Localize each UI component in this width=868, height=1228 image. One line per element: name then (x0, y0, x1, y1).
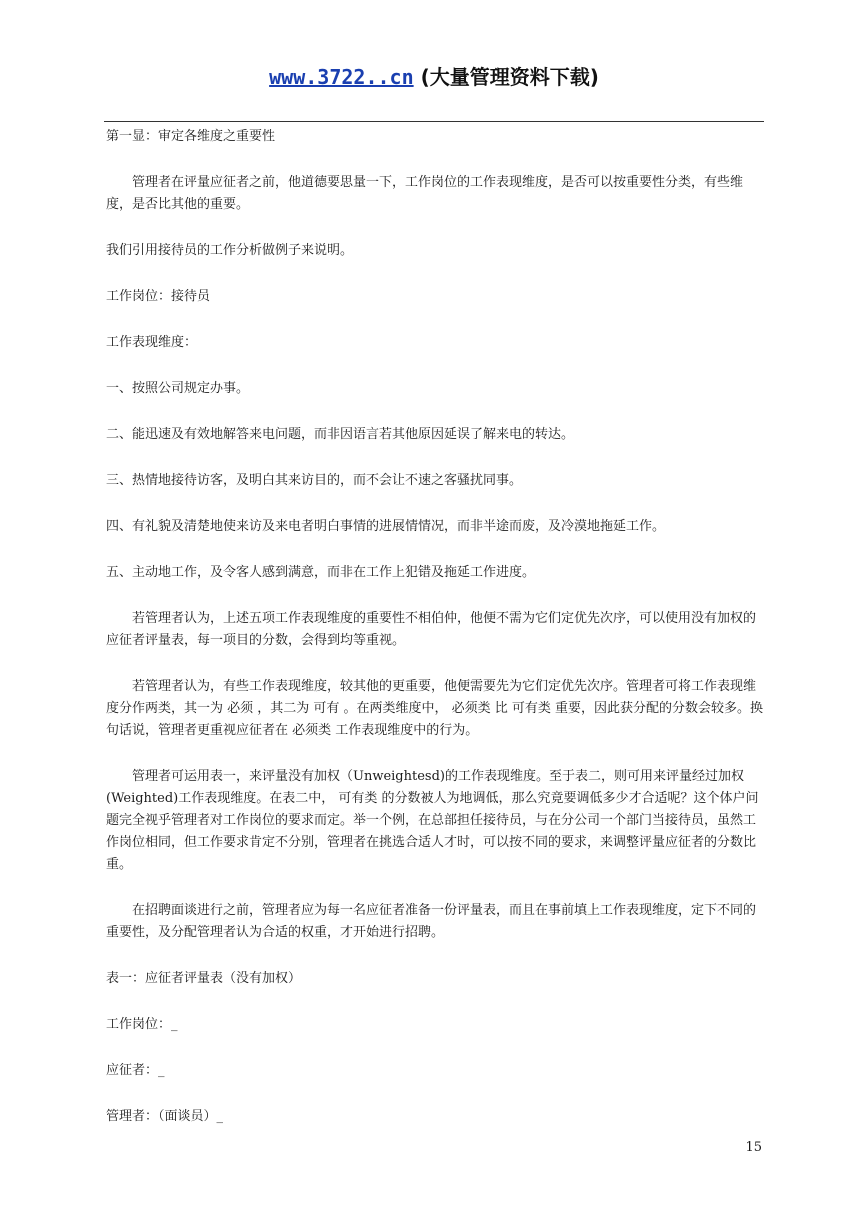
header-rule (104, 121, 764, 122)
table-title: 表一：应征者评量表（没有加权） (106, 971, 302, 986)
dimension-item: 一、按照公司规定办事。 (106, 381, 250, 396)
job-position-line: 工作岗位：接待员 (106, 289, 211, 304)
page-header (0, 62, 868, 92)
form-field-interviewer: 管理者：（面谈员）_ (106, 1109, 224, 1124)
paragraph-tables: 管理者可运用表一，来评量没有加权（Unweightesd)的工作表现维度。至于表二，则可用来评量经过加权(Weighted)工作表现维度。在表二中， 可有类 的分数被人为地调低，那么究竟要调低多少才合适呢？这个体户问题完全视乎管理者对工作岗位的要求而定。举一个例，在总部担任接待员，与在分公司一个部门当接待员，虽然工作岗位相同，但工作要求肯定不分别，管理者在挑选合适人才时，可以按不同的要求，来调整评量应征者的分数比重。 (106, 769, 759, 872)
site-link[interactable]: www.3722..cn (269, 65, 414, 89)
paragraph-prepare: 在招聘面谈进行之前，管理者应为每一名应征者准备一份评量表，而且在事前填上工作表现维度，定下不同的重要性，及分配管理者认为合适的权重，才开始进行招聘。 (106, 903, 757, 940)
dimensions-heading: 工作表现维度： (106, 335, 198, 350)
dimension-item: 二、能迅速及有效地解答来电问题，而非因语言若其他原因延误了解来电的转达。 (106, 427, 575, 442)
header-tagline: (大量管理资料下载) (413, 65, 599, 89)
page-number: 15 (745, 1140, 762, 1155)
dimension-item: 四、有礼貌及清楚地使来访及来电者明白事情的进展情情况，而非半途而废，及冷漠地拖延工作。 (106, 519, 666, 534)
paragraph-intro: 管理者在评量应征者之前，他道德要思量一下，工作岗位的工作表现维度，是否可以按重要性分类，有些维度，是否比其他的重要。 (106, 175, 744, 212)
section-heading: 第一显：审定各维度之重要性 (106, 129, 276, 144)
form-field-applicant: 应征者：_ (106, 1063, 165, 1078)
document-body (106, 126, 766, 1128)
dimension-item: 五、主动地工作，及令客人感到满意，而非在工作上犯错及拖延工作进度。 (106, 565, 536, 580)
form-field-position: 工作岗位：_ (106, 1017, 178, 1032)
dimension-item: 三、热情地接待访客，及明白其来访目的，而不会让不速之客骚扰同事。 (106, 473, 523, 488)
paragraph-example: 我们引用接待员的工作分析做例子来说明。 (106, 243, 354, 258)
paragraph-priority: 若管理者认为，有些工作表现维度，较其他的更重要，他便需要先为它们定优先次序。管理者可将工作表现维度分作两类，其一为 必须 ，其二为 可有 。在两类维度中， 必须类 比 可有类 重要，因此获分配的分数会较多。换句话说，管理者更重视应征者在 必须类 工作表现维度中的行为。 (106, 679, 764, 738)
paragraph-equal-weight: 若管理者认为，上述五项工作表现维度的重要性不相伯仲，他便不需为它们定优先次序，可以使用没有加权的应征者评量表，每一项目的分数，会得到均等重视。 (106, 611, 757, 648)
